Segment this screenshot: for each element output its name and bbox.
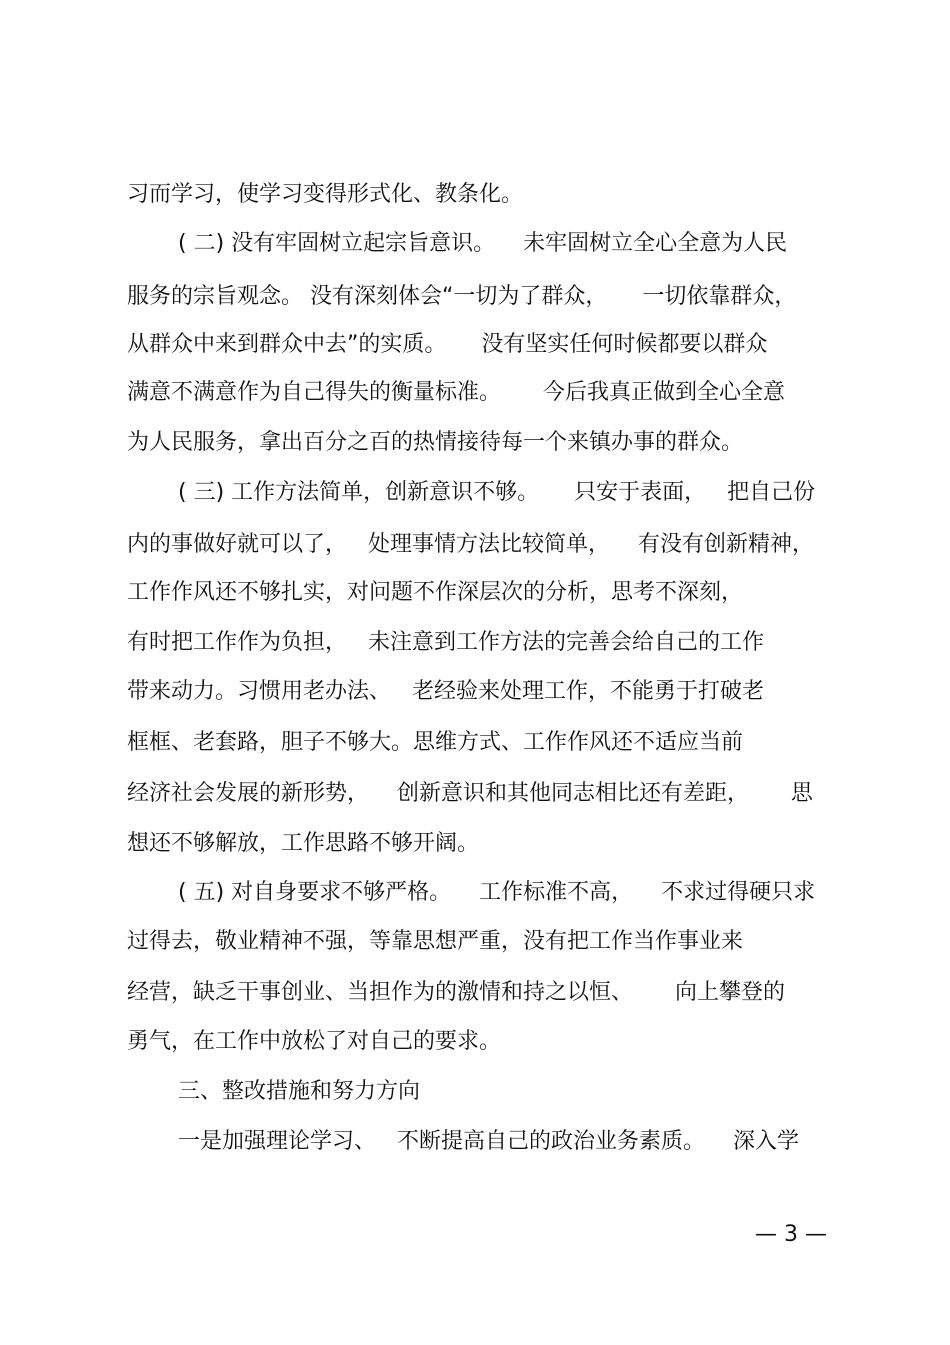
- text-line: 想还不够解放，工作思路不够开阔。: [127, 831, 480, 856]
- text-line: 习而学习，使学习变得形式化、教条化。: [127, 182, 524, 207]
- text-line: 过得去，敬业精神不强，等靠思想严重，没有把工作当作事业来: [127, 929, 744, 954]
- text-line: 有时把工作作为负担， 未注意到工作方法的完善会给自己的工作: [127, 630, 764, 655]
- page-number: — 3 —: [755, 1222, 827, 1247]
- text-line: 带来动力。习惯用老办法、 老经验来处理工作，不能勇于打破老: [127, 679, 764, 704]
- text-line: 经济社会发展的新形势， 创新意识和其他同志相比还有差距， 思: [127, 781, 813, 806]
- text-line: 勇气，在工作中放松了对自己的要求。: [127, 1029, 502, 1054]
- text-line: 服务的宗旨观念。 没有深刻体会“一切为了群众， 一切依靠群众，: [127, 284, 797, 309]
- text-line: ( 二) 没有牢固树立起宗旨意识。 未牢固树立全心全意为人民: [178, 231, 788, 256]
- text-line: 工作作风还不够扎实，对问题不作深层次的分析，思考不深刻，: [127, 580, 744, 605]
- text-line: 一是加强理论学习、 不断提高自己的政治业务素质。 深入学: [178, 1129, 799, 1154]
- text-line: 经营，缺乏干事创业、当担作为的激情和持之以恒、 向上攀登的: [127, 980, 785, 1005]
- text-line: 为人民服务，拿出百分之百的热情接待每一个来镇办事的群众。: [127, 430, 744, 455]
- text-line: 满意不满意作为自己得失的衡量标准。 今后我真正做到全心全意: [127, 380, 785, 405]
- text-line: 从群众中来到群众中去”的实质。 没有坚实任何时候都要以群众: [127, 332, 768, 357]
- text-line: 内的事做好就可以了， 处理事情方法比较简单， 有没有创新精神，: [127, 532, 814, 557]
- text-line: 框框、老套路，胆子不够大。思维方式、工作作风还不适应当前: [127, 730, 744, 755]
- text-line: ( 五) 对自身要求不够严格。 工作标准不高， 不求过得硬只求: [178, 880, 816, 905]
- text-line: ( 三) 工作方法简单，创新意识不够。 只安于表面， 把自己份: [178, 480, 816, 505]
- section-heading: 三、整改措施和努力方向: [178, 1079, 421, 1104]
